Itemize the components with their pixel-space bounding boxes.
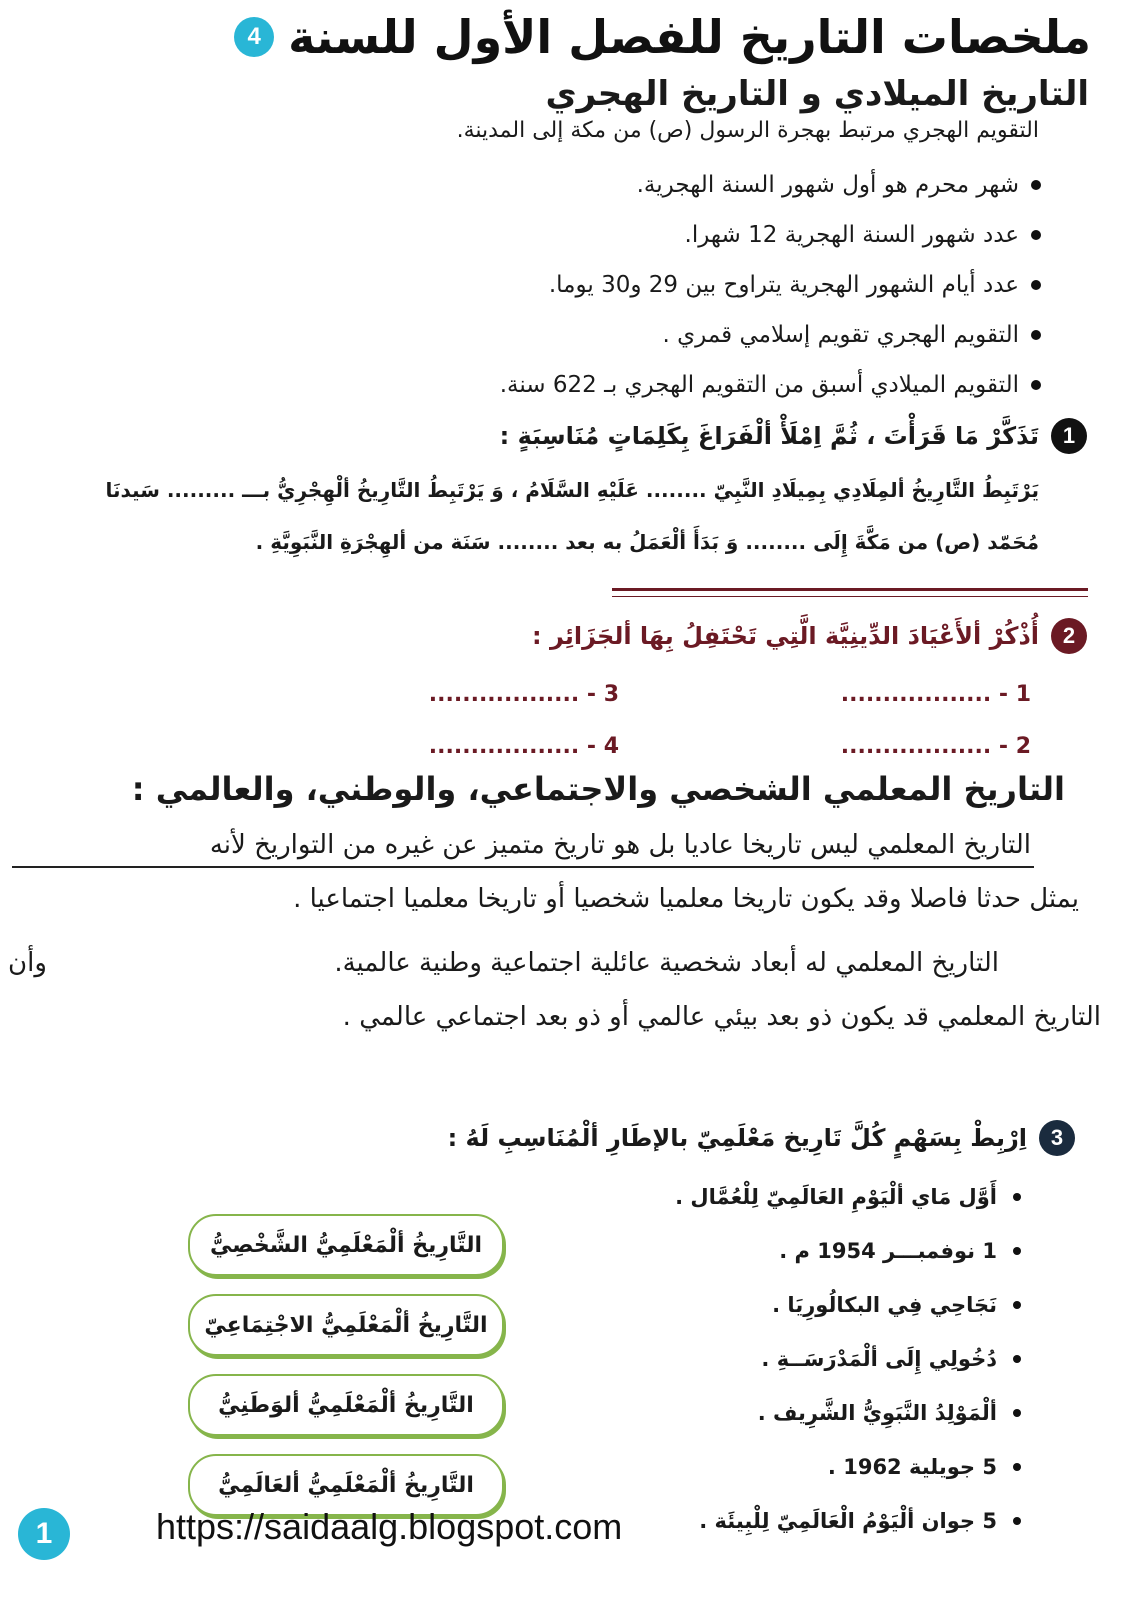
list-item: دُخُولِي إِلَى ألْمَدْرَسَــةِ . [675, 1332, 1021, 1386]
frame-global: التَّارِيخُ ألْمَعْلَمِيُّ ألعَالَمِيُّ [188, 1454, 504, 1516]
exercise-title: اِرْبِطْ بِسَهْمٍ كُلَّ تَارِيخ مَعْلَمِيّ بالإطَارِ ألْمُنَاسِبِ لَهُ : [447, 1124, 1027, 1152]
bullet-icon [1031, 230, 1041, 240]
exercise-title: أُذْكُرْ ألأَعْيَادَ الدِّينِيَّة الَّتِي تَحْتَفِلُ بِهَا ألجَزَائِر : [531, 622, 1039, 650]
bullet-icon [1013, 1301, 1021, 1309]
list-item: التقويم الهجري تقويم إسلامي قمري . [500, 310, 1041, 360]
divider [612, 588, 1088, 591]
frame-social: التَّارِيخُ ألْمَعْلَمِيُّ الاجْتِمَاعِيّ [188, 1294, 504, 1356]
exercise-number-badge: 3 [1039, 1120, 1075, 1156]
dates-list [675, 1170, 1021, 1548]
bullet-icon [1031, 180, 1041, 190]
answer-slot: 3 - .................. [428, 682, 619, 707]
list-item: شهر محرم هو أول شهور السنة الهجرية. [500, 160, 1041, 210]
exercise-2-header [532, 618, 1087, 654]
section-subtitle: التاريخ الميلادي و التاريخ الهجري [545, 74, 1089, 114]
definition-text: التاريخ المعلمي ليس تاريخا عاديا بل هو تاريخ متميز عن غيره من التواريخ لأنه [209, 830, 1031, 860]
lesson-number-badge: 4 [234, 17, 274, 57]
answer-slot: 1 - .................. [840, 682, 1031, 707]
facts-list [500, 160, 1041, 410]
answer-slot: 2 - .................. [840, 734, 1031, 759]
section-title: التاريخ المعلمي الشخصي والاجتماعي، والوطني، والعالمي : [131, 770, 1065, 808]
dimensions-text: التاريخ المعلمي له أبعاد شخصية عائلية اجتماعية وطنية عالمية. [334, 948, 999, 978]
list-item: التقويم الميلادي أسبق من التقويم الهجري بـ 622 سنة. [500, 360, 1041, 410]
bullet-icon [1031, 280, 1041, 290]
bullet-icon [1013, 1409, 1021, 1417]
list-item: عدد أيام الشهور الهجرية يتراوح بين 29 و30 يوما. [500, 260, 1041, 310]
frame-national: التَّارِيخُ ألْمَعْلَمِيُّ ألوَطَنِيُّ [188, 1374, 504, 1436]
fill-in-line: مُحَمّد (ص) من مَكَّةَ إِلَى ........ وَ بَدَأَ ألْعَمَلُ به بعد ........ سَنَة من ألهِجْرَةِ النَّبَوِيَّةِ . [255, 530, 1039, 554]
bullet-icon [1013, 1193, 1021, 1201]
exercise-title: تَذَكَّرْ مَا قَرَأْتَ ، ثُمَّ اِمْلَأْ ألْفَرَاغَ بِكَلِمَاتٍ مُنَاسِبَةٍ : [499, 422, 1039, 450]
exercise-3-header [448, 1120, 1075, 1156]
list-item: 5 جويلية 1962 . [675, 1440, 1021, 1494]
list-item: نَجَاحِي فِي البكالُورِيَا . [675, 1278, 1021, 1332]
list-item: ألْمَوْلِدُ النَّبَوِيُّ الشَّرِيف . [675, 1386, 1021, 1440]
list-item: 5 جوان ألْيَوْمُ الْعَالَمِيّ لِلْبِيئَة . [675, 1494, 1021, 1548]
divider [612, 596, 1088, 597]
exercise-number-badge: 2 [1051, 618, 1087, 654]
bullet-icon [1013, 1517, 1021, 1525]
list-item: أَوَّل مَاي ألْيَوْمِ العَالَمِيّ لِلْعُمَّال . [675, 1170, 1021, 1224]
header [234, 10, 1091, 64]
intro-text: التقويم الهجري مرتبط بهجرة الرسول (ص) من مكة إلى المدينة. [456, 118, 1039, 143]
page-title: ملخصات التاريخ للفصل الأول للسنة [288, 10, 1091, 64]
bullet-icon [1031, 380, 1041, 390]
fill-in-line: يَرْتَبِطُ التَّارِيخُ ألمِلَادِي بِمِيلَادِ النَّبِيّ ........ عَلَيْهِ السَّلَامُ ، وَ يَرْتَبِطُ التَّارِيخُ ألْهِجْرِيُّ بـــ ......... سَيدنَا [105, 478, 1039, 502]
underline [12, 866, 1034, 868]
list-item: 1 نوفمبـــر 1954 م . [675, 1224, 1021, 1278]
dimensions-text: التاريخ المعلمي قد يكون ذو بعد بيئي عالمي أو ذو بعد اجتماعي عالمي . [342, 1002, 1101, 1032]
exercise-1-header [500, 418, 1087, 454]
definition-text: يمثل حدثا فاصلا وقد يكون تاريخا معلميا شخصيا أو تاريخا معلميا اجتماعيا . [293, 884, 1079, 914]
bullet-icon [1013, 1463, 1021, 1471]
frame-personal: التَّارِيخُ ألْمَعْلَمِيُّ الشَّخْصِيُّ [188, 1214, 504, 1276]
exercise-number-badge: 1 [1051, 418, 1087, 454]
blog-url[interactable]: https://saidaalg.blogspot.com [156, 1506, 623, 1547]
dimensions-text-end: وأن [8, 948, 47, 978]
bullet-icon [1013, 1247, 1021, 1255]
list-item: عدد شهور السنة الهجرية 12 شهرا. [500, 210, 1041, 260]
bullet-icon [1031, 330, 1041, 340]
bullet-icon [1013, 1355, 1021, 1363]
answer-slot: 4 - .................. [428, 734, 619, 759]
page-number-badge: 1 [18, 1508, 70, 1560]
